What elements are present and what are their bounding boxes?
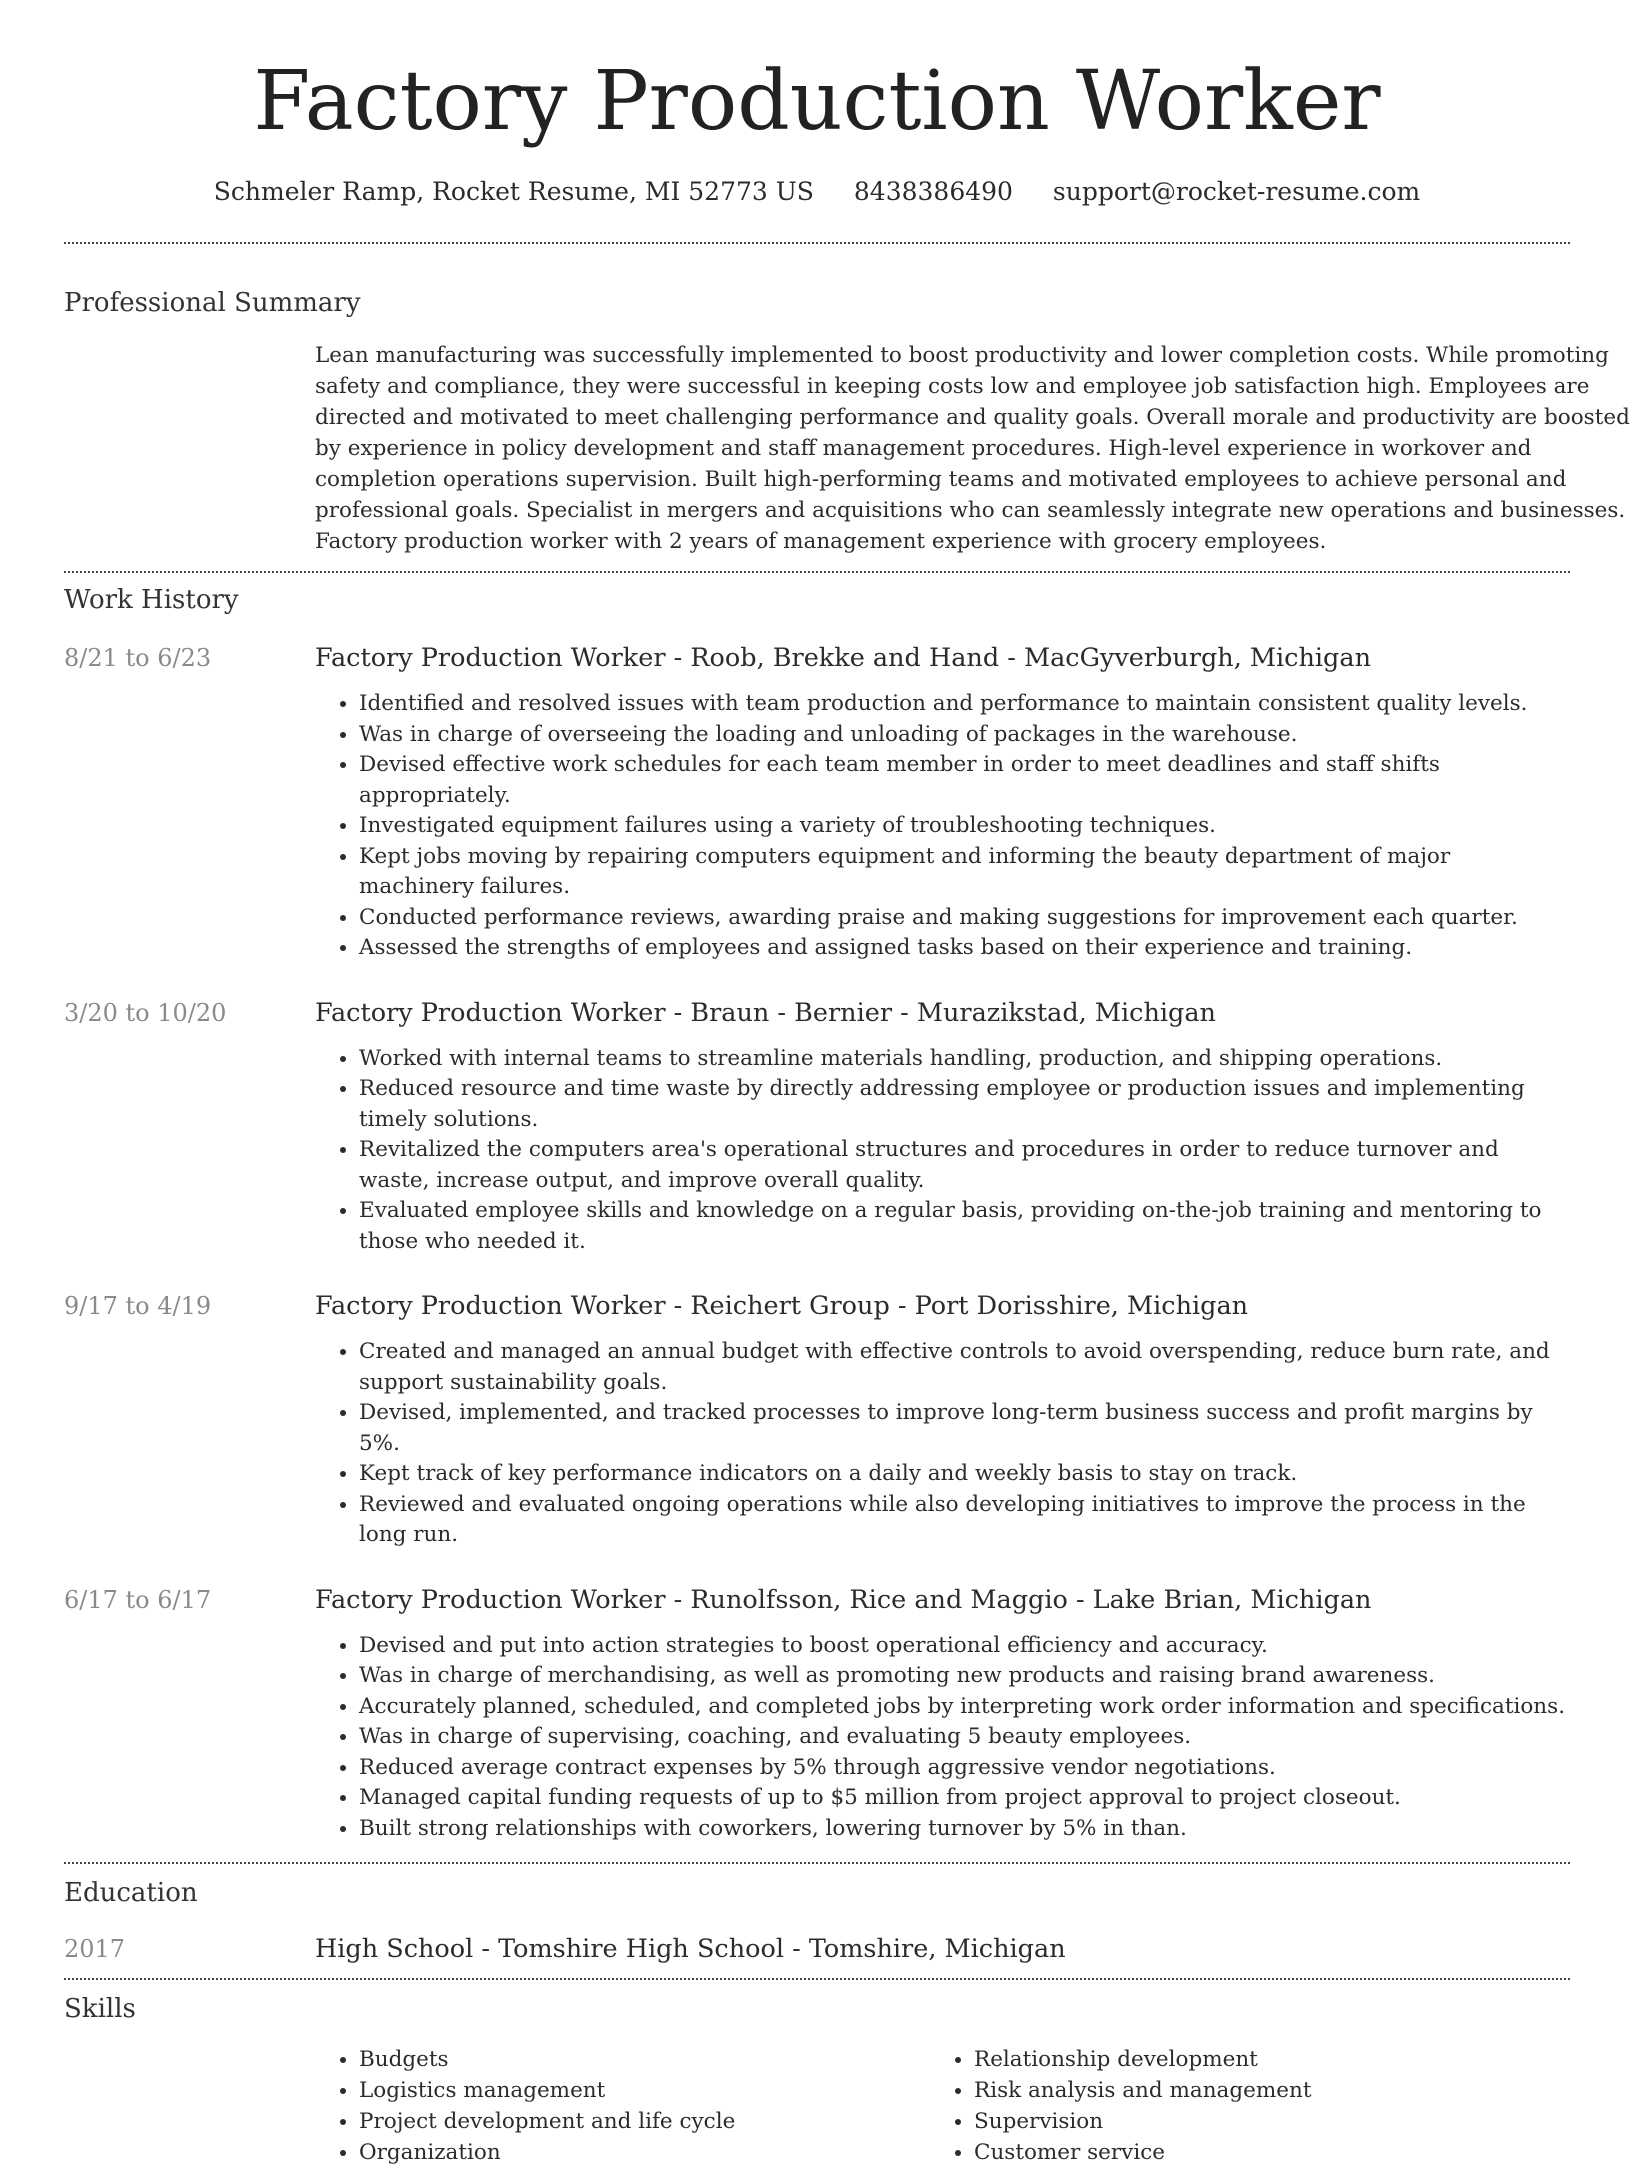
job-bullet: • Evaluated employee skills and knowledge on a regular basis, providing on-the-job training and mentoring to those who needed it. [359,1196,1570,1257]
skill-item: • Supervision [974,2106,1514,2137]
job-bullet: • Managed capital funding requests of up to $5 million from project approval to project closeout. [359,1783,1570,1814]
job-bullet: • Assessed the strengths of employees and assigned tasks based on their experience and training. [359,933,1570,964]
resume-page [64,0,1630,2168]
job-bullet: • Investigated equipment failures using a variety of troubleshooting techniques. [359,811,1570,842]
job-details [315,996,1570,1258]
job-bullet: • Kept track of key performance indicators on a daily and weekly basis to stay on track. [359,1459,1570,1490]
skills-heading: Skills [64,1994,136,2024]
job-bullet: • Revitalized the computers area's operational structures and procedures in order to reduce turnover and waste, increase output, and improve overall quality. [359,1135,1570,1196]
job-bullets [315,1631,1570,1845]
job-bullet: • Conducted performance reviews, awarding praise and making suggestions for improvement each quarter. [359,903,1570,934]
job-bullet: • Devised and put into action strategies to boost operational efficiency and accuracy. [359,1631,1570,1662]
skill-item: • Logistics management [359,2075,930,2106]
job-bullet: • Built strong relationships with coworkers, lowering turnover by 5% in than. [359,1814,1570,1845]
job-bullet: • Created and managed an annual budget with effective controls to avoid overspending, reduce burn rate, and support sustainability goals. [359,1337,1570,1398]
job-bullet: • Accurately planned, scheduled, and completed jobs by interpreting work order information and specifications. [359,1692,1570,1723]
job-bullet: • Devised effective work schedules for each team member in order to meet deadlines and staff shifts appropriately. [359,750,1570,811]
skills-column-right [930,2044,1514,2168]
job-details [315,1583,1570,1845]
education-heading: Education [64,1878,198,1908]
job-bullet: • Devised, implemented, and tracked processes to improve long-term business success and profit margins by 5%. [359,1398,1570,1459]
contact-email: support@rocket-resume.com [1052,177,1421,206]
job-bullet: • Reviewed and evaluated ongoing operations while also developing initiatives to improve the process in the long run. [359,1490,1570,1551]
job-date: 3/20 to 10/20 [64,998,227,1027]
skills-column-left [315,2044,930,2168]
section-divider [64,1862,1570,1864]
job-bullet: • Was in charge of overseeing the loading and unloading of packages in the warehouse. [359,720,1570,751]
job-bullets [315,1337,1570,1551]
summary-heading: Professional Summary [64,288,361,318]
job-bullet: • Was in charge of supervising, coaching, and evaluating 5 beauty employees. [359,1722,1570,1753]
skills-list [315,2044,1570,2168]
contact-phone: 8438386490 [853,177,1013,206]
resume-name: Factory Production Worker [253,54,1381,149]
work-history-heading: Work History [64,585,239,615]
job-heading: Factory Production Worker - Reichert Group - Port Dorisshire, Michigan [315,1291,1249,1321]
section-divider [64,242,1570,244]
skill-item: • Budgets [359,2044,930,2075]
job-date: 6/17 to 6/17 [64,1585,212,1614]
section-divider [64,1978,1570,1980]
job-bullet: • Reduced resource and time waste by directly addressing employee or production issues and implementing timely solutions. [359,1074,1570,1135]
job-bullet: • Was in charge of merchandising, as well as promoting new products and raising brand awareness. [359,1661,1570,1692]
job-date: 9/17 to 4/19 [64,1292,212,1320]
job-entry [64,1289,1570,1551]
education-heading-text: High School - Tomshire High School - Tomshire, Michigan [315,1934,1066,1964]
education-entry [64,1932,1570,1966]
skill-item: • Risk analysis and management [974,2075,1514,2106]
job-bullets [315,1044,1570,1258]
summary-text: Lean manufacturing was successfully implemented to boost productivity and lower completion costs. While promoting safety and compliance, they were successful in keeping costs low and employee job satisfaction high. Employees are directed and motivated to meet challenging performance and quality goals. Overall morale and productivity are boosted by experience in policy development and staff management procedures. High-level experience in workover and completion operations supervision. Built high-performing teams and motivated employees to achieve personal and professional goals. Specialist in mergers and acquisitions who can seamlessly integrate new operations and businesses. Factory production worker with 2 years of management experience with grocery employees. [315,343,1630,554]
job-bullet: • Kept jobs moving by repairing computers equipment and informing the beauty department of major machinery failures. [359,842,1570,903]
job-details [315,641,1570,964]
job-details [315,1289,1570,1551]
job-bullet: • Reduced average contract expenses by 5% through aggressive vendor negotiations. [359,1753,1570,1784]
resume-header [64,0,1570,208]
skill-item: • Relationship development [974,2044,1514,2075]
job-entry [64,996,1570,1258]
work-history-list [64,641,1570,1844]
job-bullet: • Identified and resolved issues with team production and performance to maintain consistent quality levels. [359,689,1570,720]
job-heading: Factory Production Worker - Braun - Bernier - Murazikstad, Michigan [315,997,1216,1028]
job-heading: Factory Production Worker - Roob, Brekke and Hand - MacGyverburgh, Michigan [315,643,1371,673]
education-date: 2017 [64,1935,126,1963]
job-entry [64,1583,1570,1845]
job-bullet: • Worked with internal teams to streamline materials handling, production, and shipping operations. [359,1044,1570,1075]
job-heading: Factory Production Worker - Runolfsson, Rice and Maggio - Lake Brian, Michigan [315,1584,1372,1615]
skill-item: • Project development and life cycle [359,2106,930,2137]
skill-item: • Customer service [974,2137,1514,2168]
job-date: 8/21 to 6/23 [64,644,212,672]
skill-item: • Organization [359,2137,930,2168]
contact-line [64,176,1570,208]
section-divider [64,571,1570,573]
contact-address: Schmeler Ramp, Rocket Resume, MI 52773 US [213,177,814,206]
job-entry [64,641,1570,964]
education-details [315,1932,1570,1966]
job-bullets [315,689,1570,964]
